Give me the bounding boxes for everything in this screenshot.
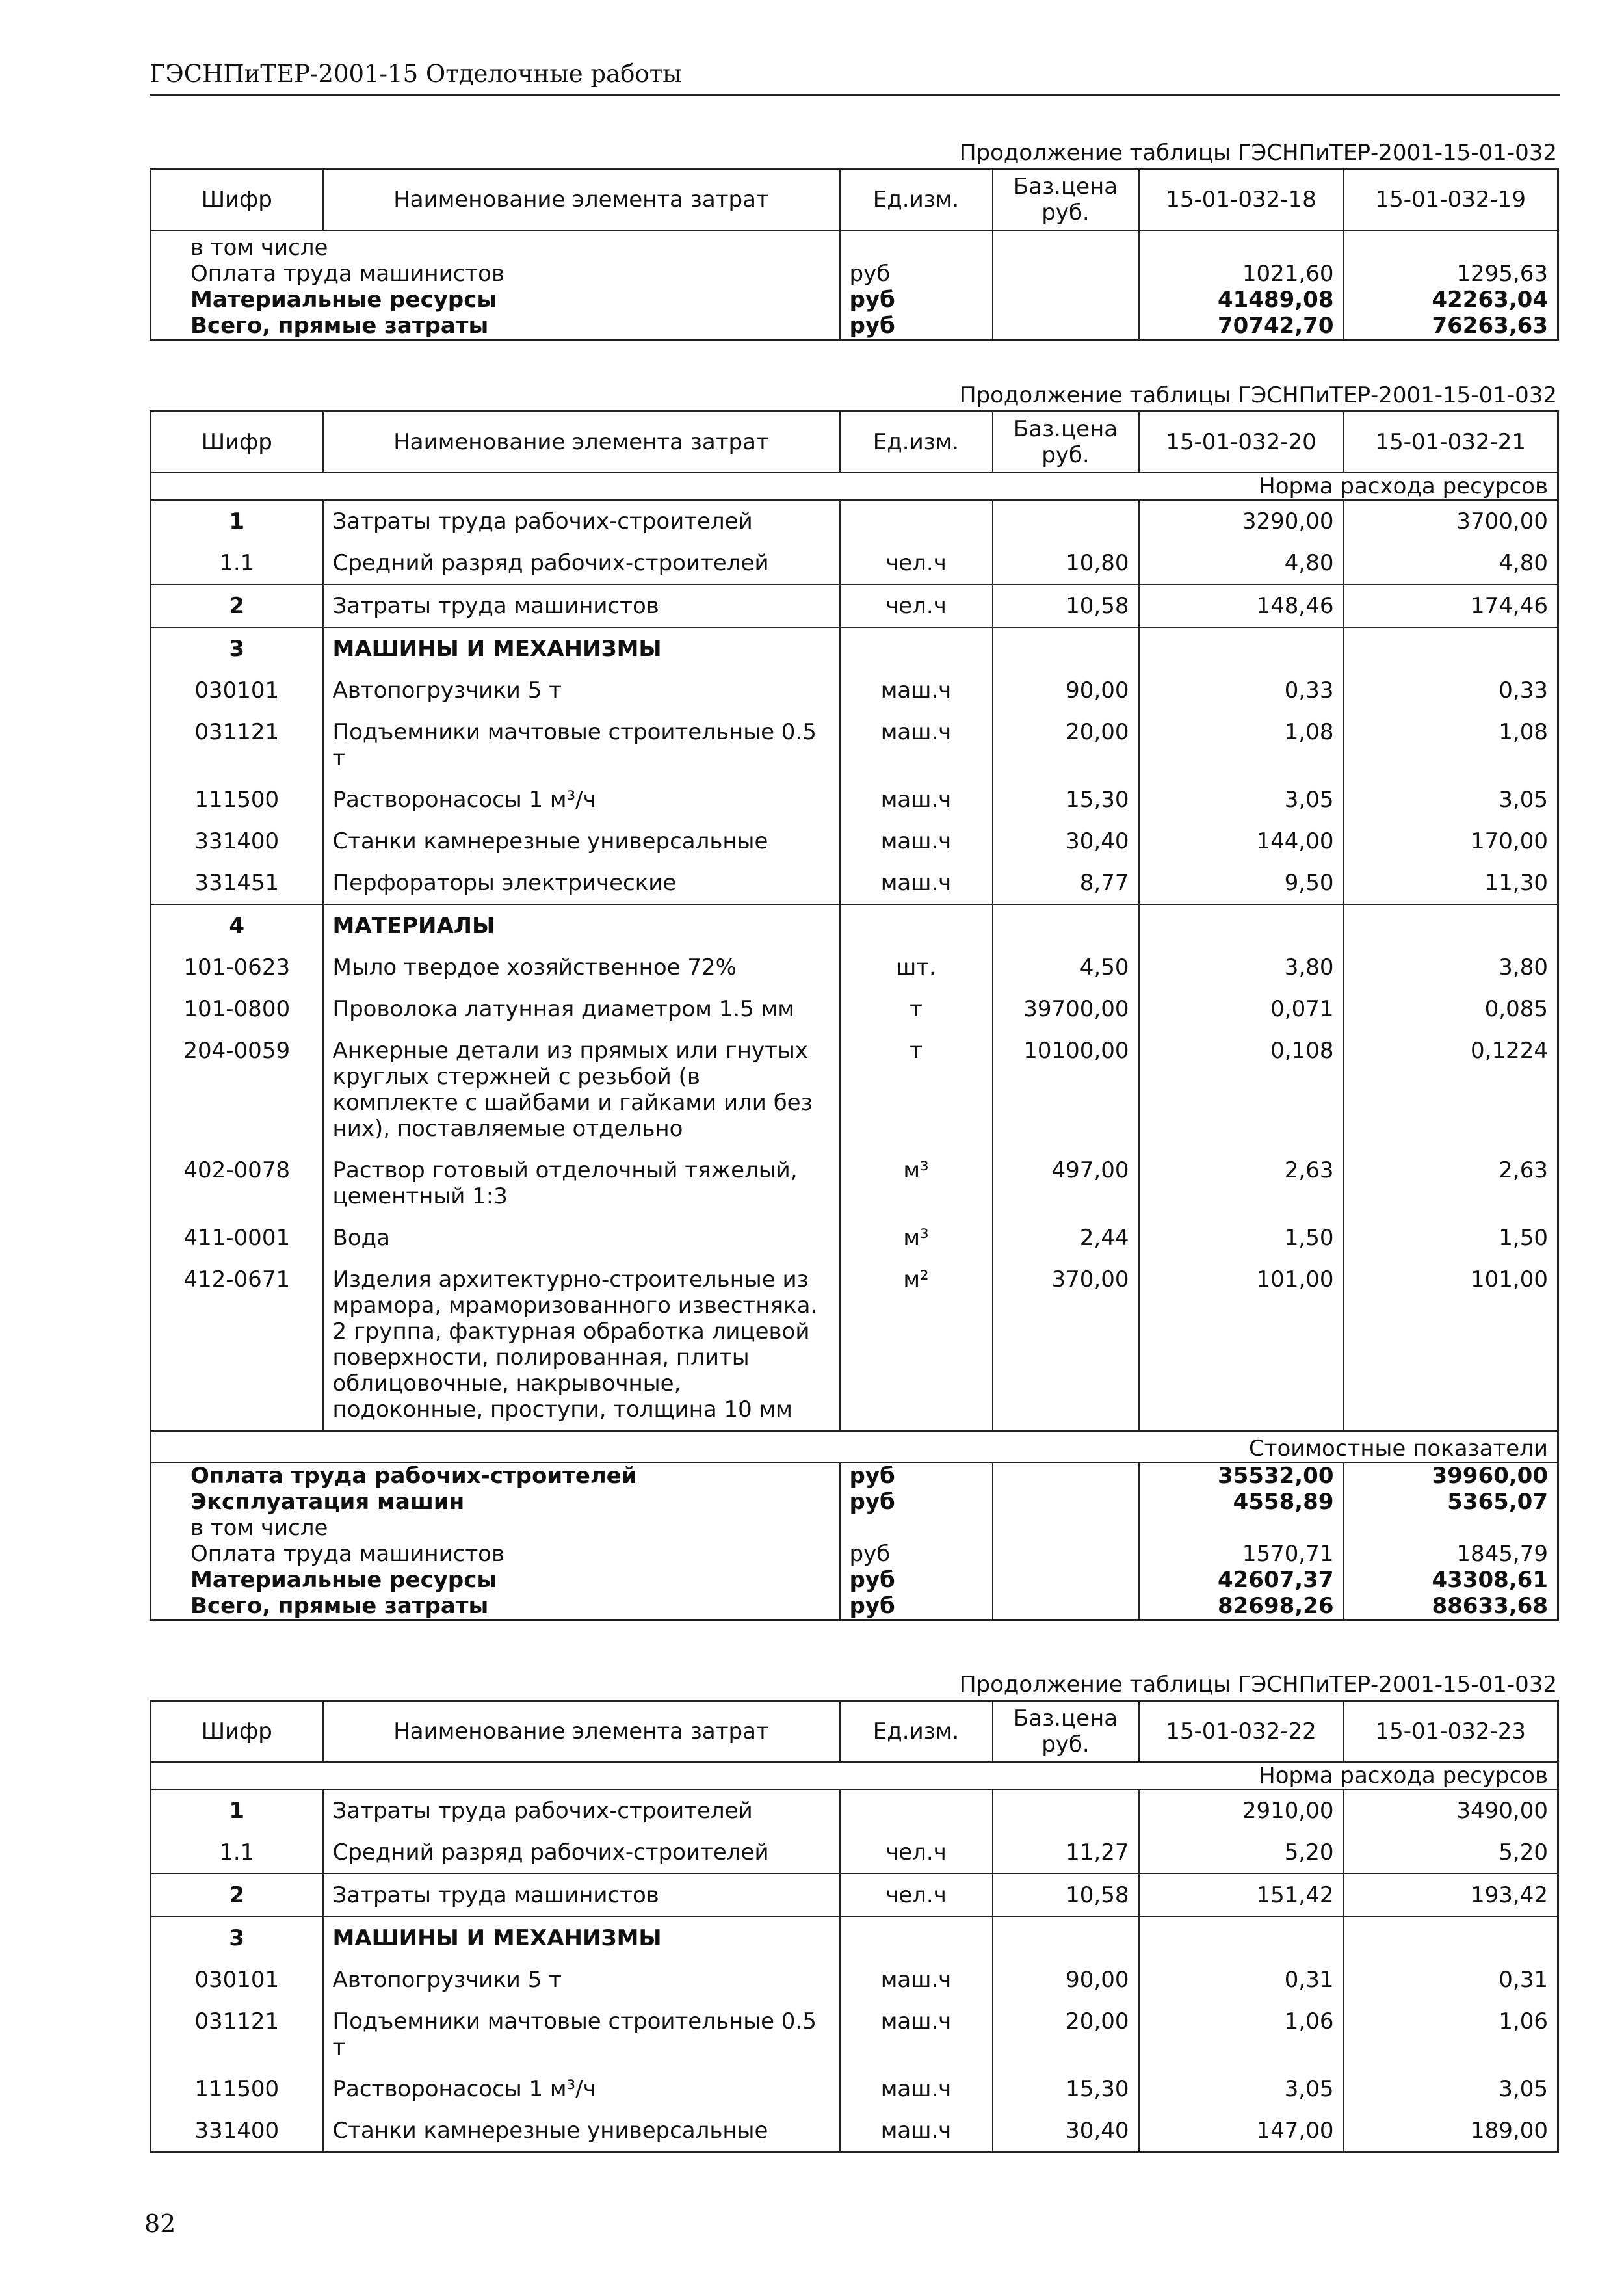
row-unit: руб bbox=[840, 1593, 993, 1620]
row-price: 8,77 bbox=[993, 862, 1139, 904]
table-caption: Продолжение таблицы ГЭСНПиТЕР-2001-15-01-032 bbox=[959, 1672, 1557, 1698]
row-value-a: 82698,26 bbox=[1139, 1593, 1344, 1620]
row-price: 10,58 bbox=[993, 585, 1139, 627]
row-unit: руб bbox=[840, 313, 993, 340]
row-price: 90,00 bbox=[993, 1959, 1139, 2001]
row-code: 3 bbox=[151, 627, 323, 670]
row-value-a: 0,31 bbox=[1139, 1959, 1344, 2001]
row-value-a: 41489,08 bbox=[1139, 287, 1344, 313]
row-unit: чел.ч bbox=[840, 1832, 993, 1874]
column-header-name: Наименование элемента затрат bbox=[323, 412, 840, 473]
row-value-b: 3700,00 bbox=[1344, 500, 1558, 542]
row-code: 402-0078 bbox=[183, 1157, 291, 1183]
row-value-b bbox=[1344, 1515, 1558, 1541]
row-unit: руб bbox=[840, 287, 993, 313]
table-row bbox=[151, 1030, 1558, 1150]
row-name: Станки камнерезные универсальные bbox=[323, 2110, 840, 2153]
section-label-costs: Стоимостные показатели bbox=[151, 1431, 1558, 1462]
row-value-a: 2910,00 bbox=[1139, 1789, 1344, 1832]
row-name: Средний разряд рабочих-строителей bbox=[323, 1832, 840, 1874]
row-value-b bbox=[1344, 1917, 1558, 1959]
row-name: в том числе bbox=[190, 1515, 328, 1541]
row-value-a: 1,08 bbox=[1139, 711, 1344, 779]
row-price bbox=[993, 1917, 1139, 1959]
column-header-price bbox=[993, 1701, 1139, 1763]
row-value-b: 43308,61 bbox=[1344, 1567, 1558, 1593]
row-value-b: 3,80 bbox=[1344, 947, 1558, 988]
row-name: Всего, прямые затраты bbox=[190, 1593, 489, 1619]
table-row bbox=[151, 1959, 1558, 2001]
column-header-unit: Ед.изм. bbox=[840, 169, 993, 231]
row-code: 412-0671 bbox=[183, 1267, 291, 1293]
row-unit: руб bbox=[840, 1489, 993, 1515]
row-name: Эксплуатация машин bbox=[190, 1489, 465, 1515]
row-value-b: 1845,79 bbox=[1344, 1541, 1558, 1567]
row-value-a: 144,00 bbox=[1139, 821, 1344, 862]
row-unit: т bbox=[840, 988, 993, 1030]
table-row bbox=[151, 2001, 1558, 2068]
row-value-b: 1,06 bbox=[1344, 2001, 1558, 2068]
row-value-b: 3,05 bbox=[1344, 779, 1558, 821]
row-name: МАТЕРИАЛЫ bbox=[323, 904, 840, 947]
row-price: 90,00 bbox=[993, 670, 1139, 711]
row-name: Проволока латунная диаметром 1.5 мм bbox=[323, 988, 840, 1030]
table-row bbox=[151, 2110, 1558, 2153]
row-name: Затраты труда машинистов bbox=[323, 1874, 840, 1917]
row-value-a bbox=[1139, 1917, 1344, 1959]
column-header-a: 15-01-032-22 bbox=[1139, 1701, 1344, 1763]
row-value-b bbox=[1344, 904, 1558, 947]
row-unit: руб bbox=[840, 261, 993, 287]
row-value-b: 1295,63 bbox=[1344, 261, 1558, 287]
column-header-b: 15-01-032-23 bbox=[1344, 1701, 1558, 1763]
row-price: 30,40 bbox=[993, 821, 1139, 862]
norms-body bbox=[151, 500, 1558, 1431]
row-value-a: 4558,89 bbox=[1139, 1489, 1344, 1515]
row-code: 031121 bbox=[194, 2008, 280, 2034]
row-value-a: 1,50 bbox=[1139, 1217, 1344, 1259]
row-value-a: 1021,60 bbox=[1139, 261, 1344, 287]
row-name: Станки камнерезные универсальные bbox=[323, 821, 840, 862]
row-price: 20,00 bbox=[993, 711, 1139, 779]
row-value-b: 88633,68 bbox=[1344, 1593, 1558, 1620]
row-unit: маш.ч bbox=[840, 862, 993, 904]
row-name: МАШИНЫ И МЕХАНИЗМЫ bbox=[323, 627, 840, 670]
row-unit: маш.ч bbox=[840, 2001, 993, 2068]
row-name: Растворонасосы 1 м³/ч bbox=[323, 2068, 840, 2110]
table-row bbox=[151, 1515, 1558, 1541]
row-code: 030101 bbox=[194, 677, 280, 703]
row-unit: маш.ч bbox=[840, 670, 993, 711]
row-price: 30,40 bbox=[993, 2110, 1139, 2153]
table-row bbox=[151, 1462, 1558, 1489]
row-code: 4 bbox=[151, 904, 323, 947]
row-code: 331400 bbox=[194, 2118, 280, 2144]
row-value-a: 101,00 bbox=[1139, 1259, 1344, 1431]
row-value-b: 1,08 bbox=[1344, 711, 1558, 779]
row-code: 111500 bbox=[194, 787, 280, 813]
table-row bbox=[151, 1217, 1558, 1259]
table-block-1 bbox=[150, 138, 1557, 341]
row-code: 3 bbox=[151, 1917, 323, 1959]
row-code: 101-0623 bbox=[183, 954, 291, 980]
row-price: 4,50 bbox=[993, 947, 1139, 988]
table-row bbox=[151, 1489, 1558, 1515]
row-name: Оплата труда рабочих-строителей bbox=[190, 1463, 637, 1489]
row-value-a: 9,50 bbox=[1139, 862, 1344, 904]
table-row bbox=[151, 1917, 1558, 1959]
row-name: Подъемники мачтовые строительные 0.5 т bbox=[323, 2001, 840, 2068]
row-name: Анкерные детали из прямых или гнутых круглых стержней с резьбой (в комплекте с шайбами и гайками или без них), поставляемые отдельно bbox=[323, 1030, 840, 1150]
row-value-a: 4,80 bbox=[1139, 542, 1344, 585]
running-header: ГЭСНПиТЕР-2001-15 Отделочные работы bbox=[150, 60, 1560, 96]
row-name: Всего, прямые затраты bbox=[190, 313, 489, 339]
row-unit: маш.ч bbox=[840, 779, 993, 821]
row-unit bbox=[840, 500, 993, 542]
table-row bbox=[151, 542, 1558, 585]
row-unit: маш.ч bbox=[840, 711, 993, 779]
section-label-norms: Норма расхода ресурсов bbox=[151, 1762, 1558, 1789]
column-header-unit: Ед.изм. bbox=[840, 412, 993, 473]
row-unit: маш.ч bbox=[840, 1959, 993, 2001]
row-name: Материальные ресурсы bbox=[190, 1567, 497, 1593]
price-header-line2: руб. bbox=[1041, 200, 1090, 226]
row-name: Мыло твердое хозяйственное 72% bbox=[323, 947, 840, 988]
row-price: 15,30 bbox=[993, 2068, 1139, 2110]
table-row bbox=[151, 627, 1558, 670]
row-value-a: 2,63 bbox=[1139, 1150, 1344, 1217]
table-row bbox=[151, 904, 1558, 947]
row-code: 331451 bbox=[194, 870, 280, 896]
row-value-a: 151,42 bbox=[1139, 1874, 1344, 1917]
table-row bbox=[151, 670, 1558, 711]
column-header-a: 15-01-032-18 bbox=[1139, 169, 1344, 231]
row-value-a: 1570,71 bbox=[1139, 1541, 1344, 1567]
table-row bbox=[151, 862, 1558, 904]
row-value-b: 39960,00 bbox=[1344, 1462, 1558, 1489]
row-value-b: 11,30 bbox=[1344, 862, 1558, 904]
row-unit bbox=[840, 627, 993, 670]
row-code: 2 bbox=[151, 585, 323, 627]
table-block-2 bbox=[150, 380, 1557, 1621]
page-number: 82 bbox=[144, 2209, 176, 2238]
column-header-code: Шифр bbox=[151, 1701, 323, 1763]
row-name: Растворонасосы 1 м³/ч bbox=[323, 779, 840, 821]
row-value-a: 3,80 bbox=[1139, 947, 1344, 988]
table-row bbox=[151, 947, 1558, 988]
row-value-b: 0,1224 bbox=[1344, 1030, 1558, 1150]
row-value-b: 2,63 bbox=[1344, 1150, 1558, 1217]
row-value-a: 35532,00 bbox=[1139, 1462, 1344, 1489]
row-price: 20,00 bbox=[993, 2001, 1139, 2068]
row-name: Оплата труда машинистов bbox=[190, 261, 505, 287]
row-value-b: 4,80 bbox=[1344, 542, 1558, 585]
row-code: 030101 bbox=[194, 1967, 280, 1993]
row-unit: чел.ч bbox=[840, 1874, 993, 1917]
row-price bbox=[993, 1541, 1139, 1567]
row-value-b: 76263,63 bbox=[1344, 313, 1558, 340]
row-name: Затраты труда машинистов bbox=[323, 585, 840, 627]
row-value-b: 3,05 bbox=[1344, 2068, 1558, 2110]
price-header-line1: Баз.цена bbox=[1013, 174, 1118, 200]
row-value-a: 42607,37 bbox=[1139, 1567, 1344, 1593]
row-name: Вода bbox=[323, 1217, 840, 1259]
row-value-b: 1,50 bbox=[1344, 1217, 1558, 1259]
row-code: 1.1 bbox=[219, 550, 255, 576]
row-code: 101-0800 bbox=[183, 996, 291, 1022]
row-value-b: 101,00 bbox=[1344, 1259, 1558, 1431]
row-value-b: 3490,00 bbox=[1344, 1789, 1558, 1832]
row-value-b: 0,085 bbox=[1344, 988, 1558, 1030]
row-price bbox=[993, 1593, 1139, 1620]
table-row bbox=[151, 313, 1558, 340]
row-unit bbox=[840, 1515, 993, 1541]
row-code: 1 bbox=[229, 1798, 245, 1824]
row-price bbox=[993, 1515, 1139, 1541]
row-price: 2,44 bbox=[993, 1217, 1139, 1259]
row-name: Затраты труда рабочих-строителей bbox=[323, 500, 840, 542]
row-unit: т bbox=[840, 1030, 993, 1150]
row-value-a: 3,05 bbox=[1139, 2068, 1344, 2110]
row-value-a: 148,46 bbox=[1139, 585, 1344, 627]
row-price: 497,00 bbox=[993, 1150, 1139, 1217]
row-price bbox=[993, 904, 1139, 947]
row-value-a: 3290,00 bbox=[1139, 500, 1344, 542]
table-row bbox=[151, 500, 1558, 542]
table-row bbox=[151, 1541, 1558, 1567]
table-row bbox=[151, 1150, 1558, 1217]
row-value-a bbox=[1139, 627, 1344, 670]
table-row bbox=[151, 2068, 1558, 2110]
table-row bbox=[151, 779, 1558, 821]
row-unit bbox=[840, 1917, 993, 1959]
row-unit: руб bbox=[840, 1462, 993, 1489]
price-header-line2: руб. bbox=[1041, 1731, 1090, 1757]
cost-table-3 bbox=[150, 1700, 1559, 2153]
row-price bbox=[993, 1489, 1139, 1515]
price-header-line1: Баз.цена bbox=[1013, 416, 1118, 442]
row-name: в том числе bbox=[190, 235, 328, 261]
row-code: 1.1 bbox=[219, 1839, 255, 1865]
row-price: 39700,00 bbox=[993, 988, 1139, 1030]
column-header-price bbox=[993, 412, 1139, 473]
column-header-code: Шифр bbox=[151, 412, 323, 473]
row-value-a bbox=[1139, 1515, 1344, 1541]
row-price: 10,80 bbox=[993, 542, 1139, 585]
table-row bbox=[151, 287, 1558, 313]
row-unit: руб bbox=[840, 1541, 993, 1567]
row-name: Перфораторы электрические bbox=[323, 862, 840, 904]
table-row bbox=[151, 1259, 1558, 1431]
row-unit: м² bbox=[840, 1259, 993, 1431]
row-name: Затраты труда рабочих-строителей bbox=[323, 1789, 840, 1832]
row-price bbox=[993, 1567, 1139, 1593]
table-row bbox=[151, 1789, 1558, 1832]
row-name: Раствор готовый отделочный тяжелый, цементный 1:3 bbox=[323, 1150, 840, 1217]
row-name: МАШИНЫ И МЕХАНИЗМЫ bbox=[323, 1917, 840, 1959]
row-unit: шт. bbox=[840, 947, 993, 988]
row-price: 370,00 bbox=[993, 1259, 1139, 1431]
row-unit: м³ bbox=[840, 1217, 993, 1259]
row-value-b: 0,31 bbox=[1344, 1959, 1558, 2001]
costs-body bbox=[151, 1462, 1558, 1620]
row-name: Изделия архитектурно-строительные из мрамора, мраморизованного известняка. 2 группа, фактурная обработка лицевой поверхности, полированная, плиты облицовочные, накрывочные, подоконные, проступи, толщина 10 мм bbox=[323, 1259, 840, 1431]
column-header-a: 15-01-032-20 bbox=[1139, 412, 1344, 473]
column-header-price bbox=[993, 169, 1139, 231]
row-value-a: 1,06 bbox=[1139, 2001, 1344, 2068]
row-value-b: 193,42 bbox=[1344, 1874, 1558, 1917]
row-unit: м³ bbox=[840, 1150, 993, 1217]
row-price: 15,30 bbox=[993, 779, 1139, 821]
row-unit: руб bbox=[840, 1567, 993, 1593]
row-value-a bbox=[1139, 904, 1344, 947]
row-value-b: 42263,04 bbox=[1344, 287, 1558, 313]
row-price bbox=[993, 627, 1139, 670]
row-unit bbox=[840, 904, 993, 947]
price-header-line1: Баз.цена bbox=[1013, 1705, 1118, 1731]
row-unit bbox=[840, 1789, 993, 1832]
table-row bbox=[151, 1832, 1558, 1874]
row-value-a: 5,20 bbox=[1139, 1832, 1344, 1874]
row-code: 031121 bbox=[194, 719, 280, 745]
column-header-unit: Ед.изм. bbox=[840, 1701, 993, 1763]
row-value-b: 0,33 bbox=[1344, 670, 1558, 711]
norms-body bbox=[151, 1789, 1558, 2153]
row-value-a: 3,05 bbox=[1139, 779, 1344, 821]
column-header-b: 15-01-032-19 bbox=[1344, 169, 1558, 231]
row-value-b: 189,00 bbox=[1344, 2110, 1558, 2153]
row-name: Материальные ресурсы bbox=[190, 287, 497, 313]
cost-table-2 bbox=[150, 410, 1559, 1621]
row-unit: маш.ч bbox=[840, 2068, 993, 2110]
row-value-a: 0,108 bbox=[1139, 1030, 1344, 1150]
column-header-name: Наименование элемента затрат bbox=[323, 1701, 840, 1763]
row-unit: чел.ч bbox=[840, 585, 993, 627]
row-price: 10100,00 bbox=[993, 1030, 1139, 1150]
table-row bbox=[151, 988, 1558, 1030]
row-code: 331400 bbox=[194, 828, 280, 854]
column-header-name: Наименование элемента затрат bbox=[323, 169, 840, 231]
row-name: Автопогрузчики 5 т bbox=[323, 1959, 840, 2001]
table-row bbox=[151, 1593, 1558, 1620]
table-caption: Продолжение таблицы ГЭСНПиТЕР-2001-15-01-032 bbox=[959, 140, 1557, 166]
column-header-code: Шифр bbox=[151, 169, 323, 231]
row-code: 1 bbox=[229, 508, 245, 534]
row-unit: маш.ч bbox=[840, 2110, 993, 2153]
row-value-b: 170,00 bbox=[1344, 821, 1558, 862]
row-name: Подъемники мачтовые строительные 0.5 т bbox=[323, 711, 840, 779]
row-code: 111500 bbox=[194, 2076, 280, 2102]
row-code: 204-0059 bbox=[183, 1038, 291, 1064]
table-row bbox=[151, 821, 1558, 862]
row-price bbox=[993, 1789, 1139, 1832]
row-value-a: 70742,70 bbox=[1139, 313, 1344, 340]
row-value-b: 5365,07 bbox=[1344, 1489, 1558, 1515]
section-label-norms: Норма расхода ресурсов bbox=[151, 473, 1558, 500]
row-code: 411-0001 bbox=[183, 1225, 291, 1251]
row-name: Средний разряд рабочих-строителей bbox=[323, 542, 840, 585]
row-value-a: 0,071 bbox=[1139, 988, 1344, 1030]
row-unit: маш.ч bbox=[840, 821, 993, 862]
row-unit: чел.ч bbox=[840, 542, 993, 585]
column-header-b: 15-01-032-21 bbox=[1344, 412, 1558, 473]
table-row bbox=[151, 585, 1558, 627]
row-price: 10,58 bbox=[993, 1874, 1139, 1917]
table-row bbox=[151, 711, 1558, 779]
table-row bbox=[151, 1874, 1558, 1917]
row-value-b: 174,46 bbox=[1344, 585, 1558, 627]
cost-table-1 bbox=[150, 168, 1559, 341]
row-price bbox=[993, 1462, 1139, 1489]
row-code: 2 bbox=[151, 1874, 323, 1917]
price-header-line2: руб. bbox=[1041, 442, 1090, 468]
row-name: Оплата труда машинистов bbox=[190, 1541, 505, 1567]
row-price bbox=[993, 500, 1139, 542]
row-value-b bbox=[1344, 627, 1558, 670]
table-caption: Продолжение таблицы ГЭСНПиТЕР-2001-15-01-032 bbox=[959, 382, 1557, 408]
table-row bbox=[151, 230, 1558, 261]
row-price: 11,27 bbox=[993, 1832, 1139, 1874]
row-value-a: 147,00 bbox=[1139, 2110, 1344, 2153]
row-name: Автопогрузчики 5 т bbox=[323, 670, 840, 711]
table-row bbox=[151, 1567, 1558, 1593]
table-row bbox=[151, 261, 1558, 287]
row-value-b: 5,20 bbox=[1344, 1832, 1558, 1874]
table-block-3 bbox=[150, 1670, 1557, 2153]
row-value-a: 0,33 bbox=[1139, 670, 1344, 711]
